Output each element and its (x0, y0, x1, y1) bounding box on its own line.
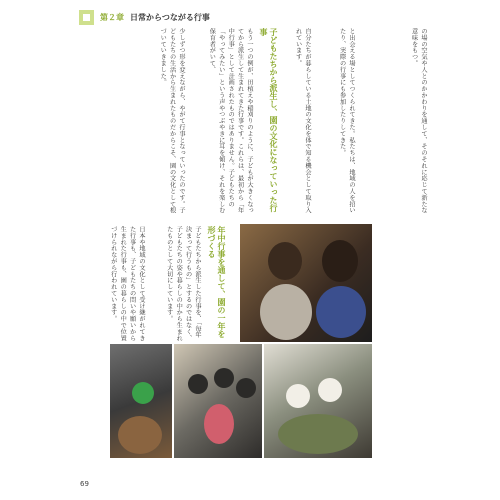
chapter-header (79, 10, 210, 25)
page-number: 69 (80, 480, 89, 488)
section-1-column-1: もう一つの例が、田植えや稲刈りのように、子どもが大きくなってから派生して生まれてきた行事です。これらは、最初から「年中行事」として計画されたものではありません。子どもたちの「やってみたい」という声やつぶやきに耳を傾け、それを楽しむ保育者がいて、 (208, 28, 253, 214)
photo-children-garden (264, 344, 372, 458)
photo-children-painting (240, 224, 372, 342)
photo-children-window (174, 344, 262, 458)
intro-column-1: の場の空気や人とのかかわりを通して、そのそれに応じて新たな意味をもつ。 (410, 28, 427, 214)
page (62, 0, 440, 500)
intro-column-2: と出会える場としてつくられてきた。私たちは、地域の人を招いたり、実際の行事にも参加したりしてきた。 (338, 28, 355, 214)
section-heading-1: 子どもたちから派生し、園の文化になっていった行事 (259, 28, 278, 212)
intro-column-3: 自分たちが暮らしている土地の文化を体で知る機会として取り入れています。 (294, 28, 311, 214)
chapter-marker-icon (79, 10, 94, 25)
photo-child-mortar (110, 344, 172, 458)
chapter-label: 第２章 (100, 13, 124, 22)
section-1-column-2: 少しずつ形を変えながら、やがて行事となっていったのです。子どもたちの生活から生まれたものだからこそ、園の文化として根づいていきました。 (159, 28, 185, 214)
section-2-column-2: 日本や地域の文化として受け継がれてきた行事も、子どもたちの問いや願いから生まれた行事も、園の暮らしの中で位置づけられながら行われています。 (109, 226, 145, 342)
section-heading-2: 年中行事を通して、園の一年を形づくる (207, 226, 226, 338)
chapter-title: 日常からつながる行事 (130, 13, 210, 22)
section-2-column-1: 子どもたちから派生した行事を、「毎年決まって行うもの」とするのではなく、子どもたちの姿や暮らしの中から生まれたものとして大切にしています。 (165, 226, 201, 342)
